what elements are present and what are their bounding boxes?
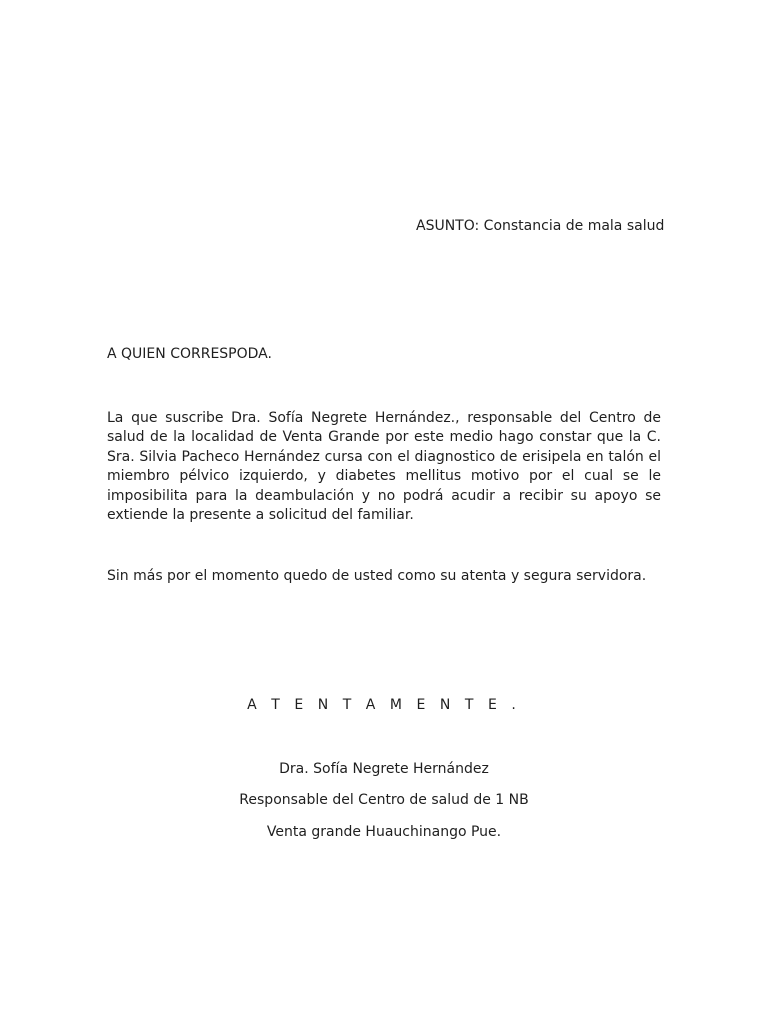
signature-name: Dra. Sofía Negrete Hernández <box>279 761 489 777</box>
signature-role: Responsable del Centro de salud de 1 NB <box>239 792 529 808</box>
closing-sentence: Sin más por el momento quedo de usted como su atenta y segura servidora. <box>107 568 647 584</box>
closing-salutation: A T E N T A M E N T E . <box>247 697 521 713</box>
subject-line: ASUNTO: Constancia de mala salud <box>416 218 665 234</box>
body-paragraph: La que suscribe Dra. Sofía Negrete Hernández., responsable del Centro de salud de la localidad de Venta Grande por este medio hago constar que la C. Sra. Silvia Pacheco Hernández cursa con el diagnostico de erisipela en talón el miembro pélvico izquierdo, y diabetes mellitus motivo por el cual se le imposibilita para la deambulación y no podrá acudir a recibir su apoyo se extiende la presente a solicitud del familiar. <box>107 410 661 524</box>
salutation: A QUIEN CORRESPODA. <box>107 346 272 362</box>
signature-place: Venta grande Huauchinango Pue. <box>266 824 502 840</box>
